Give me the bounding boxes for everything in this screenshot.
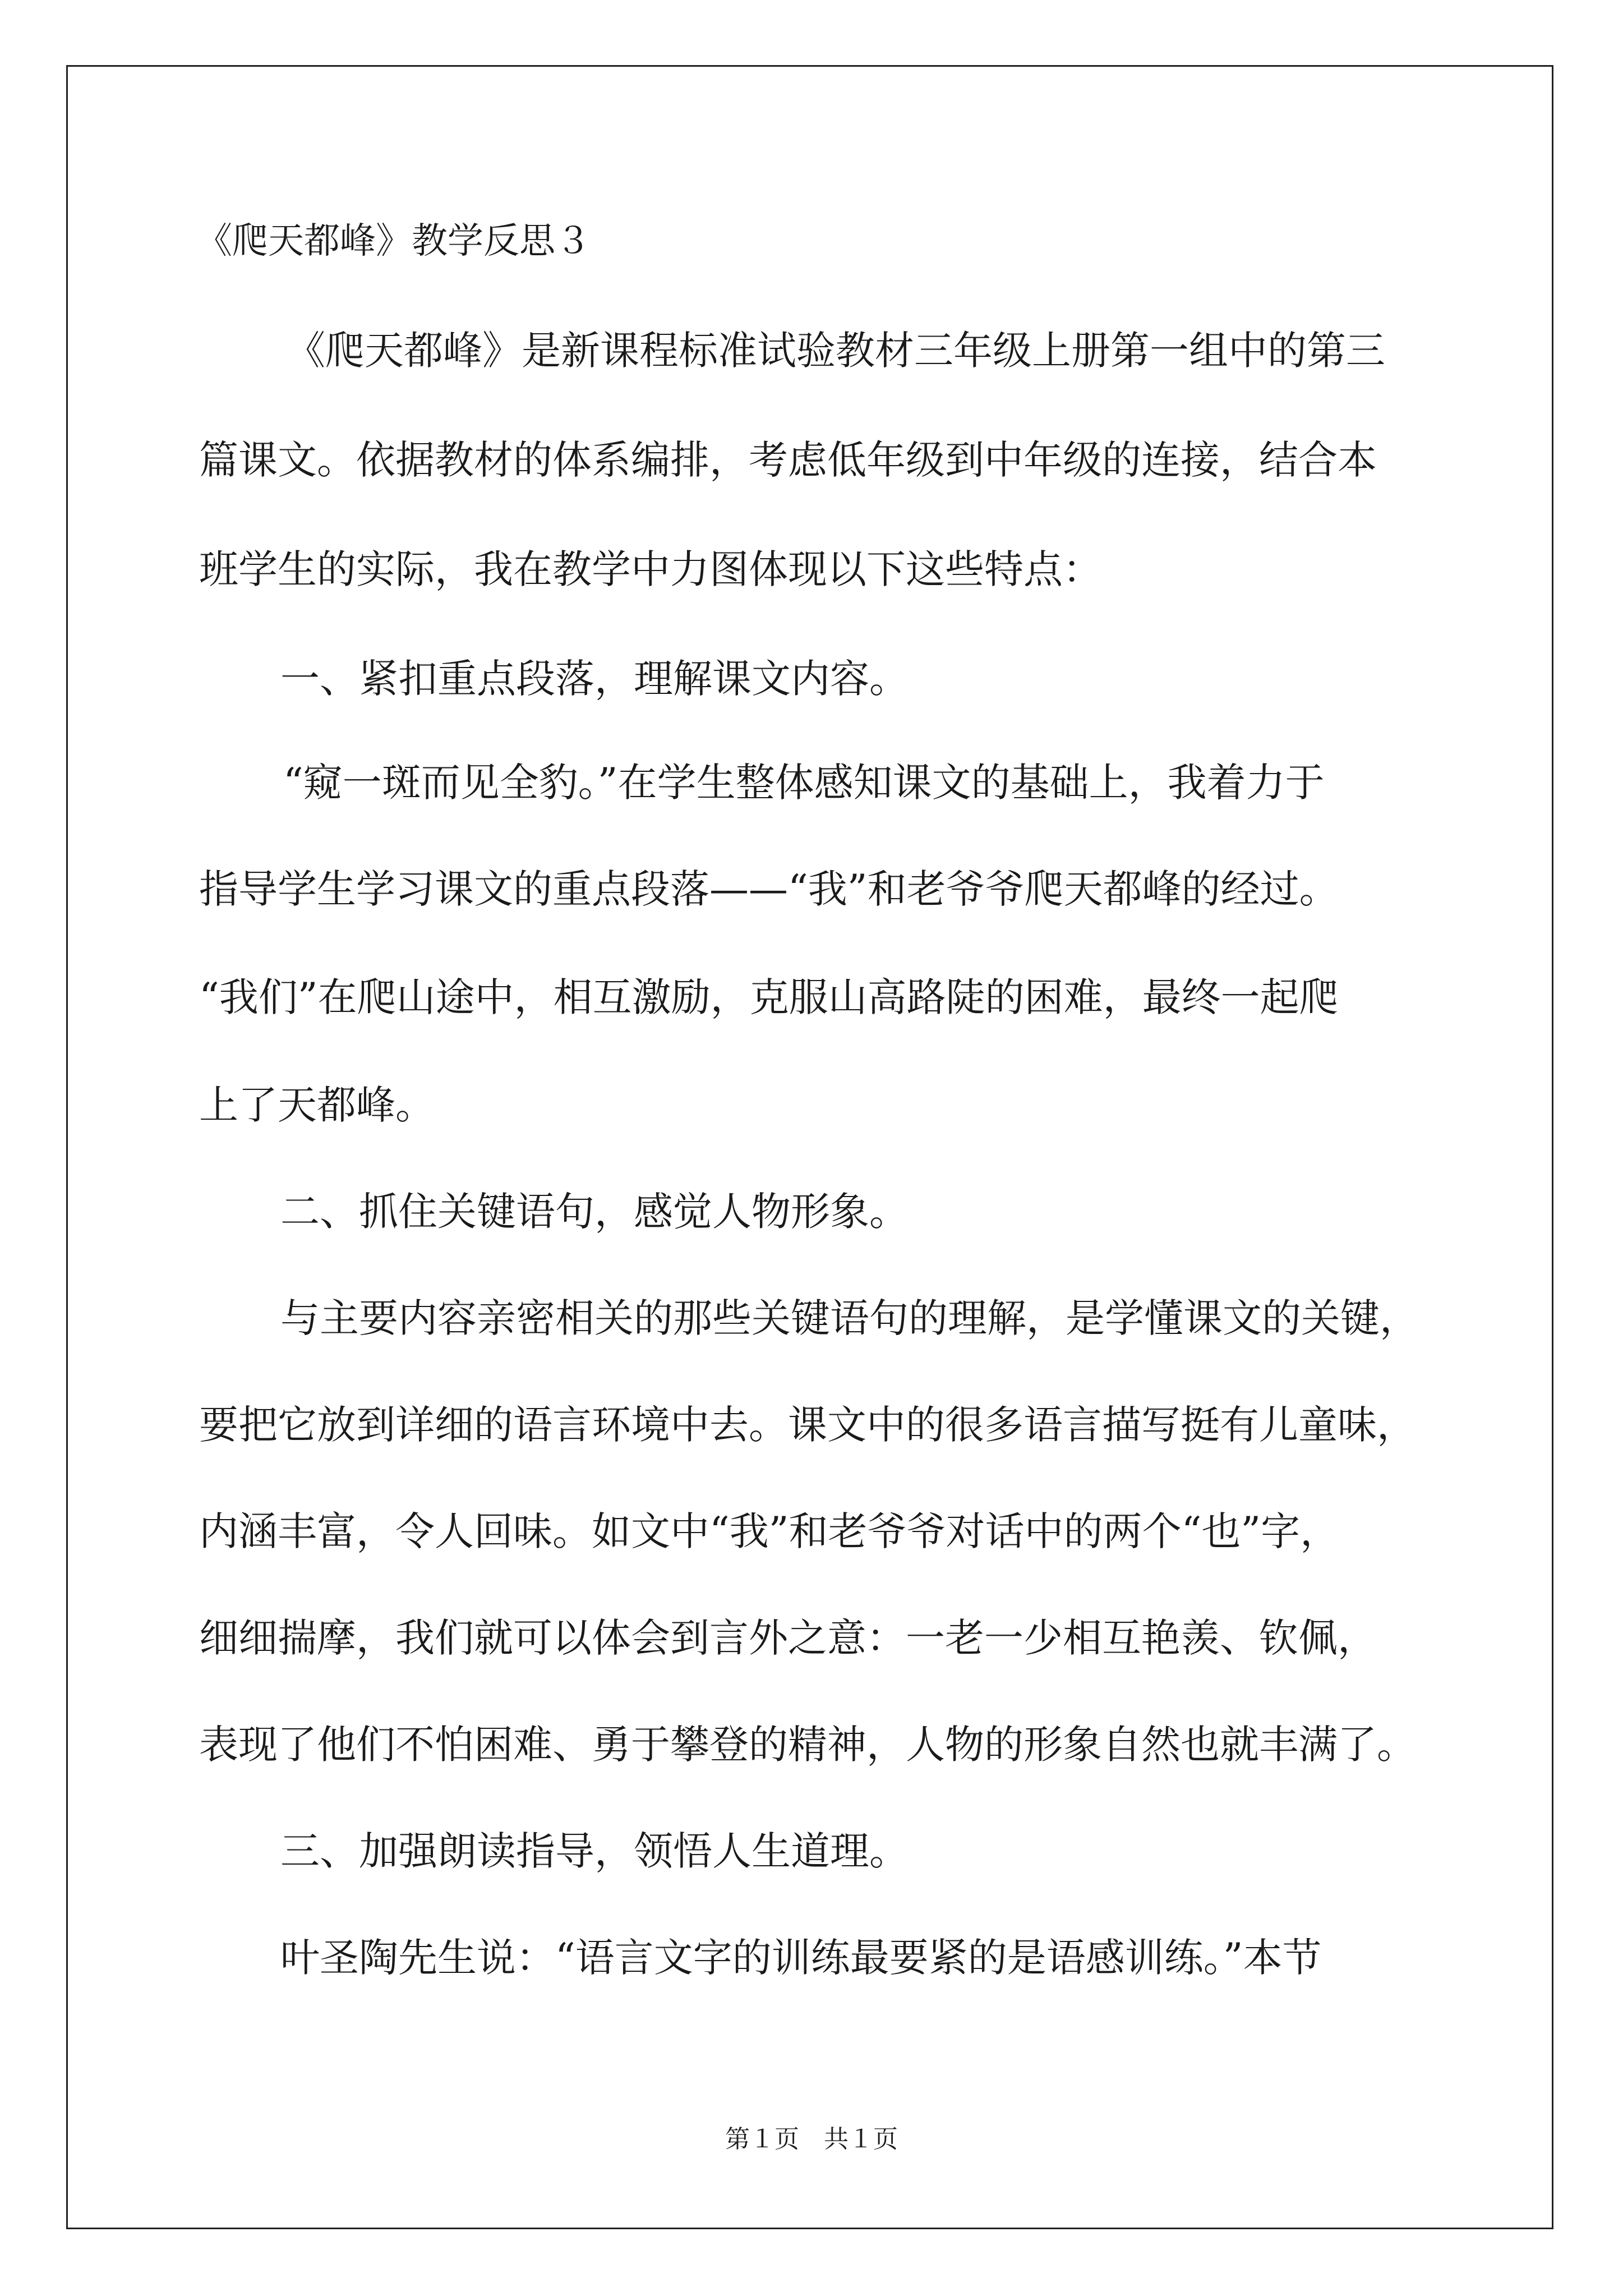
document-title: 《爬天都峰》教学反思３ [196,220,591,262]
body-line: 指导学生学习课文的重点段落——“我”和老爷爷爬天都峰的经过。 [199,866,1339,912]
body-line: 班学生的实际，我在教学中力图体现以下这些特点： [199,546,1102,592]
body-line: 篇课文。依据教材的体系编排，考虑低年级到中年级的连接，结合本 [199,437,1377,483]
body-line: “窥一斑而见全豹。”在学生整体感知课文的基础上，我着力于 [283,760,1325,806]
body-line: “我们”在爬山途中，相互激励，克服山高路陡的困难，最终一起爬 [199,974,1339,1020]
section-heading-1: 一、紧扣重点段落，理解课文内容。 [280,656,909,702]
section-heading-3: 三、加强朗读指导，领悟人生道理。 [280,1828,909,1874]
body-line: 表现了他们不怕困难、勇于攀登的精神，人物的形象自然也就丰满了。 [199,1722,1416,1768]
body-line: 《爬天都峰》是新课程标准试验教材三年级上册第一组中的第三 [286,328,1385,374]
body-line: 叶圣陶先生说：“语言文字的训练最要紧的是语感训练。”本节 [280,1935,1322,1981]
body-line: 细细揣摩，我们就可以体会到言外之意：一老一少相互艳羡、钦佩， [199,1615,1377,1661]
body-line: 上了天都峰。 [199,1082,435,1128]
section-heading-2: 二、抓住关键语句，感觉人物形象。 [280,1189,909,1235]
body-line: 与主要内容亲密相关的那些关键语句的理解，是学懂课文的关键， [280,1295,1419,1341]
body-line: 内涵丰富，令人回味。如文中“我”和老爷爷对话中的两个“也”字， [199,1508,1340,1554]
page-border [66,65,1553,2229]
page-footer: 第１页 共１页 [725,2125,898,2154]
body-line: 要把它放到详细的语言环境中去。课文中的很多语言描写挺有儿童味， [199,1402,1416,1448]
